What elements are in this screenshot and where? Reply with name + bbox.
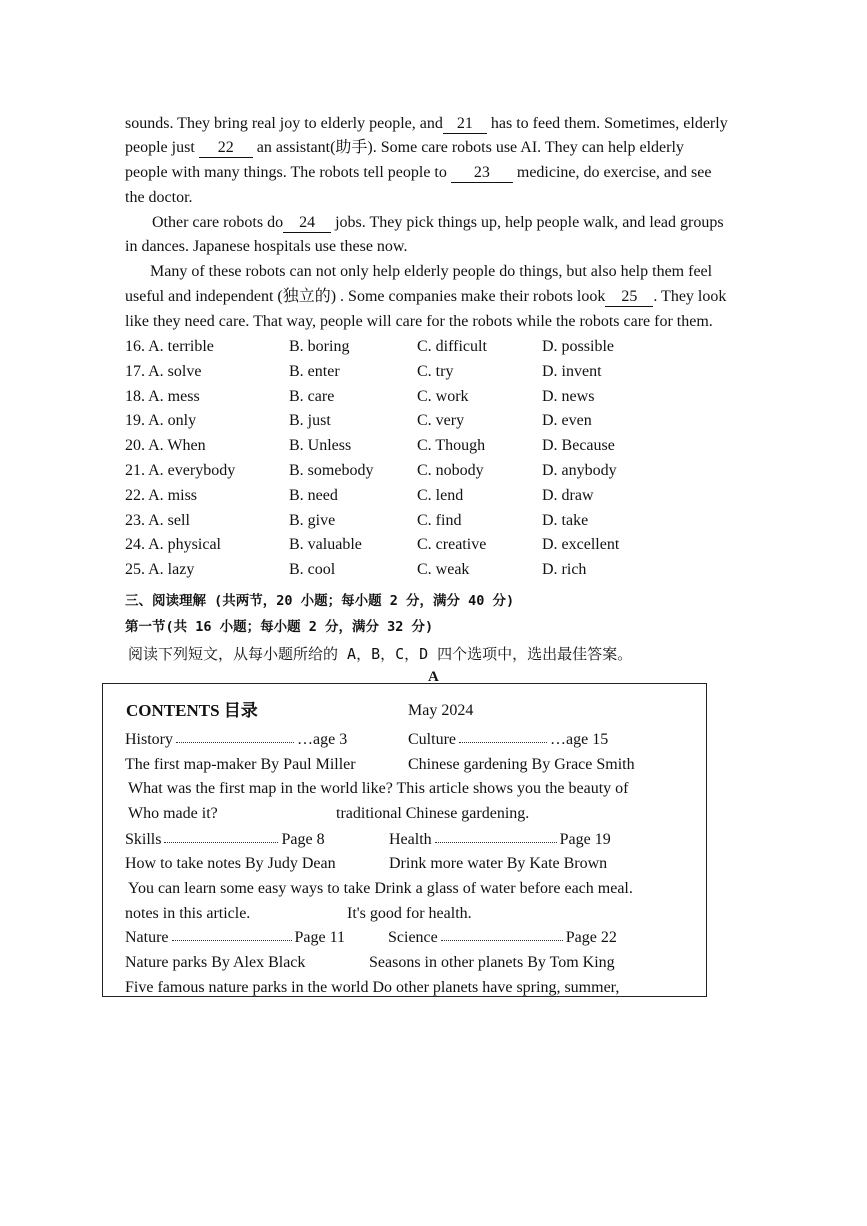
option-a[interactable]: 18. A. mess [125,387,200,405]
option-a[interactable]: 22. A. miss [125,486,198,504]
option-b[interactable]: B. care [289,387,335,405]
science-entry[interactable]: Science Page 22 [388,929,617,946]
option-c[interactable]: C. nobody [417,462,484,479]
section-title: 三、阅读理解 (共两节，20 小题；每小题 2 分，满分 40 分) [125,593,515,609]
option-row [125,511,725,531]
option-b[interactable]: B. Unless [289,437,352,455]
skills-desc-2: notes in this article. [125,905,251,922]
option-a[interactable]: 17. A. solve [125,362,202,380]
option-row [125,461,725,481]
part-title: 第一节(共 16 小题；每小题 2 分，满分 32 分) [125,619,434,635]
option-b[interactable]: B. need [289,486,338,504]
option-b[interactable]: B. valuable [289,536,362,554]
option-c[interactable]: C. lend [417,486,464,504]
option-d[interactable]: D. take [542,511,589,529]
passage-line-5: Other care robots do 24 jobs. They pick things up, help people walk, and lead groups [152,214,724,231]
option-b[interactable]: B. somebody [289,462,374,479]
health-title: Drink more water By Kate Brown [389,855,608,872]
option-a[interactable]: 20. A. When [125,437,206,455]
option-c[interactable]: C. find [417,511,462,529]
passage-line-9: like they need care. That way, people will care for the robots while the robots care for them. [125,313,713,330]
option-row [125,486,725,506]
option-d[interactable]: D. rich [542,561,587,579]
option-c[interactable]: C. difficult [417,338,487,355]
blank-25[interactable]: 25 [605,288,653,307]
culture-title: Chinese gardening By Grace Smith [408,756,635,773]
skills-entry[interactable]: Skills Page 8 [125,831,325,848]
nature-title: Nature parks By Alex Black [125,954,306,971]
blank-23[interactable]: 23 [451,164,513,183]
option-c[interactable]: C. creative [417,536,487,554]
history-title: The first map-maker By Paul Miller [125,756,356,773]
science-title: Seasons in other planets By Tom King [369,954,615,971]
option-a[interactable]: 25. A. lazy [125,561,195,579]
passage-line-2: people just 22 an assistant(助手). Some care robots use AI. They can help elderly [125,139,684,156]
desc-line-5: Five famous nature parks in the world Do other planets have spring, summer, [125,979,620,996]
skills-title: How to take notes By Judy Dean [125,855,336,872]
desc-line-1: What was the first map in the world like? This article shows you the beauty of [128,780,629,797]
option-d[interactable]: D. news [542,387,595,405]
option-a[interactable]: 23. A. sell [125,511,190,529]
option-d[interactable]: D. draw [542,486,594,504]
passage-line-6: in dances. Japanese hospitals use these now. [125,238,408,255]
option-d[interactable]: D. anybody [542,462,617,479]
culture-desc-2: traditional Chinese gardening. [336,805,530,822]
option-d[interactable]: D. even [542,412,592,430]
blank-21[interactable]: 21 [443,115,487,134]
option-a[interactable]: 16. A. terrible [125,338,214,355]
option-c[interactable]: C. very [417,412,465,430]
option-d[interactable]: D. possible [542,338,614,355]
option-a[interactable]: 19. A. only [125,412,197,430]
history-entry[interactable]: History …age 3 [125,731,348,748]
passage-line-4: the doctor. [125,189,193,206]
option-b[interactable]: B. cool [289,561,336,579]
passage-line-7: Many of these robots can not only help elderly people do things, but also help them feel [150,263,713,280]
health-entry[interactable]: Health Page 19 [389,831,611,848]
option-row [125,560,725,580]
blank-24[interactable]: 24 [283,214,331,233]
option-c[interactable]: C. try [417,362,454,380]
desc-line-3: You can learn some easy ways to take Drink a glass of water before each meal. [128,880,633,897]
option-b[interactable]: B. boring [289,338,350,355]
option-row [125,535,725,555]
passage-line-3: people with many things. The robots tell people to 23 medicine, do exercise, and see [125,164,712,181]
option-a[interactable]: 21. A. everybody [125,462,236,479]
option-d[interactable]: D. excellent [542,536,620,554]
history-desc-2: Who made it? [128,805,218,822]
blank-22[interactable]: 22 [199,139,253,158]
option-row [125,411,725,431]
option-b[interactable]: B. just [289,412,331,430]
culture-entry[interactable]: Culture …age 15 [408,731,609,748]
option-row [125,436,725,456]
option-b[interactable]: B. give [289,511,336,529]
nature-entry[interactable]: Nature Page 11 [125,929,346,946]
contents-box [102,683,707,997]
health-desc-2: It's good for health. [347,905,472,922]
option-b[interactable]: B. enter [289,362,340,380]
option-c[interactable]: C. work [417,387,469,405]
passage-line-1: sounds. They bring real joy to elderly people, and 21 has to feed them. Sometimes, elderly [125,115,728,132]
option-a[interactable]: 24. A. physical [125,536,221,554]
contents-date: May 2024 [408,702,474,719]
passage-line-8: useful and independent (独立的) . Some companies make their robots look 25 . They look [125,288,727,305]
option-row [125,337,725,357]
option-row [125,362,725,382]
option-c[interactable]: C. Though [417,437,486,455]
option-d[interactable]: D. invent [542,362,602,380]
option-d[interactable]: D. Because [542,437,615,455]
option-row [125,387,725,407]
contents-heading: CONTENTS 目录 [126,701,258,720]
passage-label: A [428,669,439,685]
instruction: 阅读下列短文，从每小题所给的 A，B，C，D 四个选项中，选出最佳答案。 [128,645,633,663]
option-c[interactable]: C. weak [417,561,470,579]
